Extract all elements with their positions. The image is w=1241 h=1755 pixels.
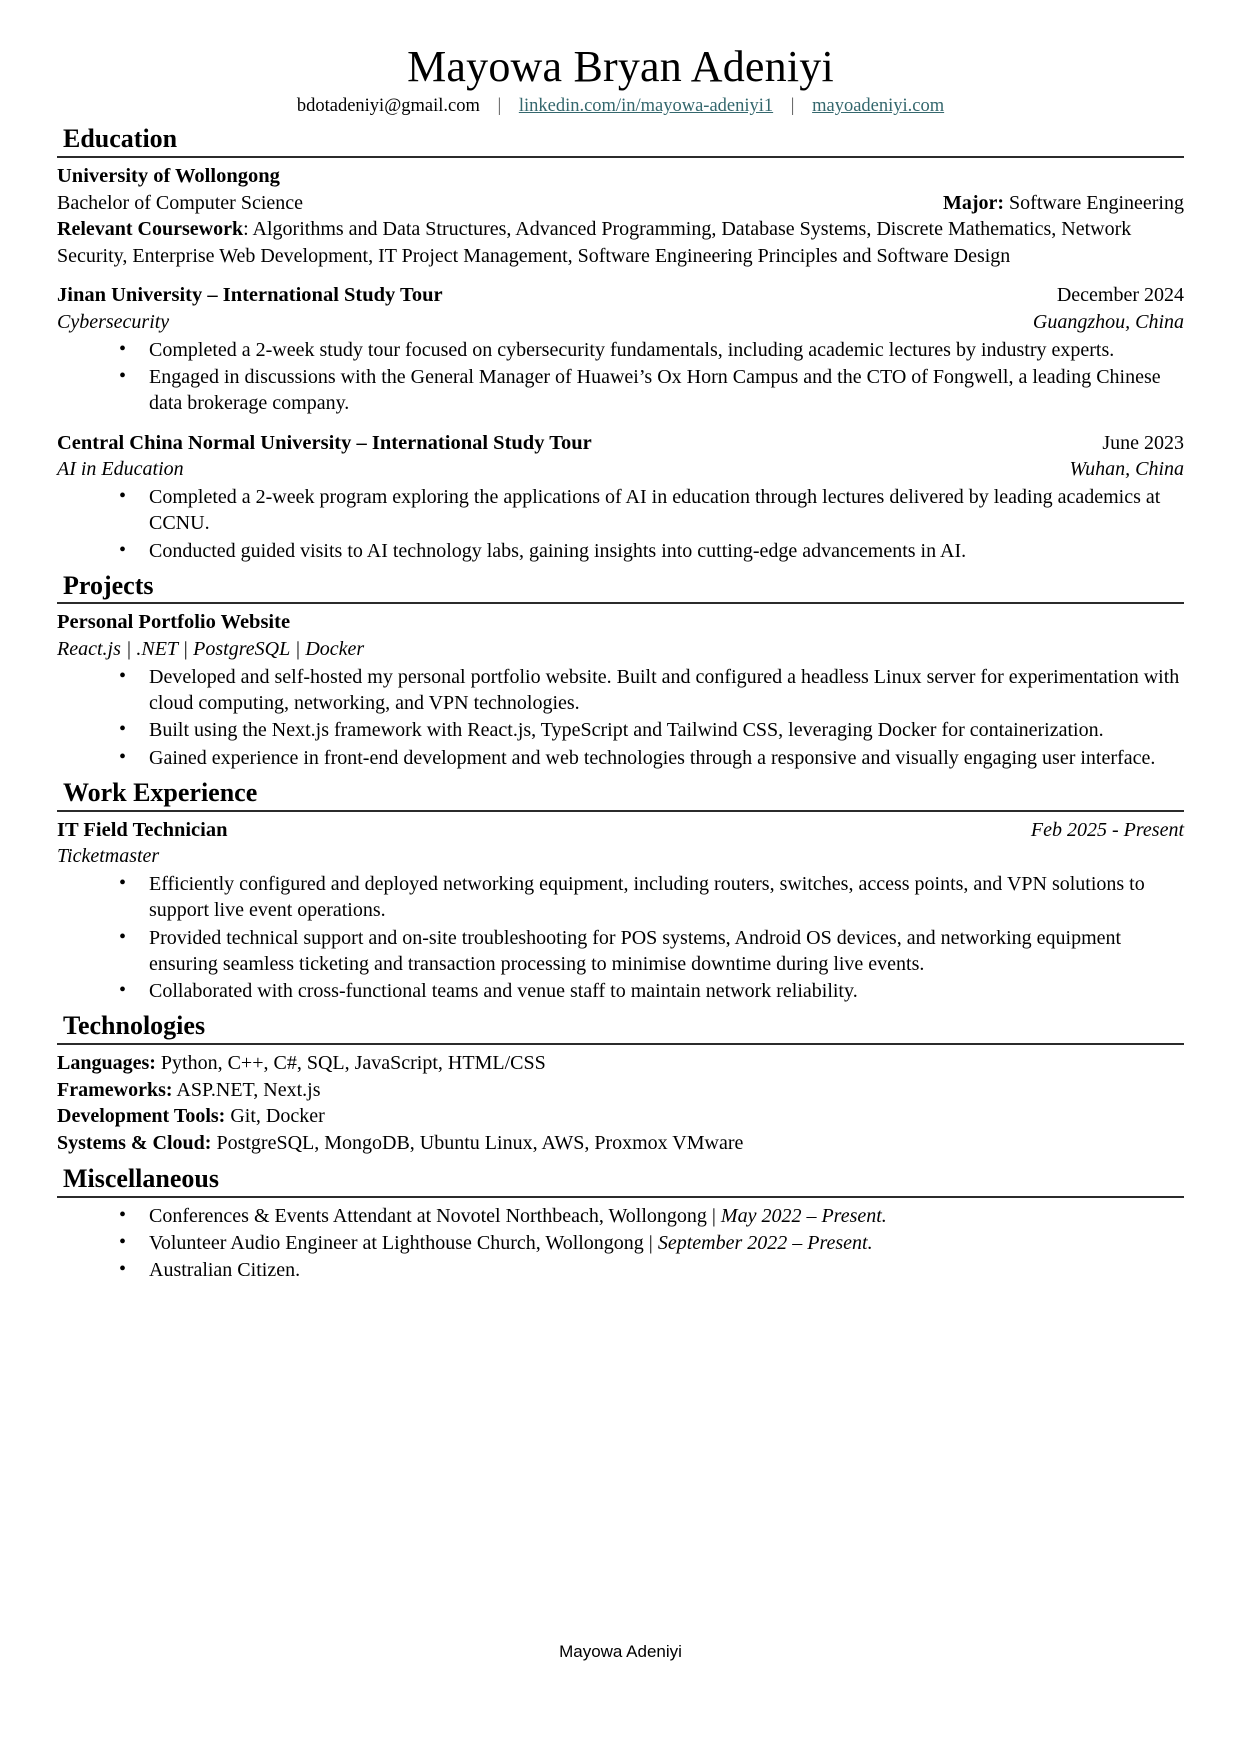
entry-header-row [57, 163, 1184, 190]
list-item: • Provided technical support and on-site troubleshooting for POS systems, Android OS devices, and networking equipment ensuring seamless ticketing and transaction processing to minimise downtime during live events. [119, 925, 1184, 977]
entry-focus: Cybersecurity [57, 310, 170, 333]
section-title-work-experience: Work Experience [63, 777, 258, 807]
section-projects [57, 570, 1184, 771]
list-item [119, 1203, 1184, 1229]
list-item: • Completed a 2-week study tour focused on cybersecurity fundamentals, including academic lectures by industry experts. [119, 337, 1184, 363]
tech-label: Development Tools: [57, 1105, 226, 1128]
list-item: • Collaborated with cross-functional teams and venue staff to maintain network reliability. [119, 978, 1184, 1004]
email-text: bdotadeniyi@gmail.com [296, 96, 480, 117]
website-link[interactable]: mayoadeniyi.com [812, 96, 945, 117]
tech-label: Systems & Cloud: [57, 1132, 212, 1155]
contact-separator-1: | [497, 96, 502, 117]
entry-sub-row [57, 456, 1184, 482]
tech-line-frameworks [57, 1077, 1184, 1104]
page-footer: Mayowa Adeniyi [559, 1642, 682, 1661]
project-entry-portfolio [57, 609, 1184, 770]
tech-label: Languages: [57, 1051, 156, 1074]
entry-sub-row [57, 309, 1184, 335]
misc-text: Australian Citizen. [149, 1259, 301, 1282]
misc-date: May 2022 – Present. [720, 1204, 887, 1227]
coursework-label: Relevant Coursework [57, 218, 244, 241]
major-label: Major: [942, 191, 1005, 214]
tech-value: ASP.NET, Next.js [172, 1078, 321, 1101]
list-item: • Completed a 2-week program exploring the applications of AI in education through lectures delivered by leading academics at CCNU. [119, 484, 1184, 536]
list-item: • Gained experience in front-end development and web technologies through a responsive and visually engaging user interface. [119, 745, 1184, 771]
degree-name: Bachelor of Computer Science [57, 191, 304, 214]
entry-date: June 2023 [1102, 431, 1184, 454]
education-entry-jinan [57, 282, 1184, 416]
institution-name: Central China Normal University – International Study Tour [57, 431, 592, 454]
list-item [119, 1257, 1184, 1283]
entry-location: Wuhan, China [1069, 458, 1184, 481]
entry-sub-row [57, 843, 1184, 869]
coursework-line [57, 216, 1184, 269]
tech-value: Git, Docker [225, 1105, 325, 1128]
entry-bullet-list [57, 871, 1184, 1004]
section-title-education: Education [63, 124, 178, 154]
candidate-name: Mayowa Bryan Adeniyi [407, 42, 834, 91]
education-entry-ccnu [57, 430, 1184, 564]
degree-row [57, 190, 1184, 217]
major-block [943, 190, 1184, 217]
coursework-value: : Algorithms and Data Structures, Advanced Programming, Database Systems, Discrete Mathematics, Network Security, Enterprise Web Development, IT Project Management, Software Engineering Principles and Software Design [57, 218, 1132, 267]
entry-header-row [57, 282, 1184, 309]
misc-text: Conferences & Events Attendant at Novotel Northbeach, Wollongong | [149, 1204, 721, 1227]
entry-date: December 2024 [1056, 284, 1184, 307]
list-item: • Developed and self-hosted my personal portfolio website. Built and configured a headless Linux server for experimentation with cloud computing, networking, and VPN technologies. [119, 664, 1184, 716]
employer-name: Ticketmaster [57, 845, 160, 868]
section-divider [57, 810, 1184, 812]
section-divider [57, 602, 1184, 604]
entry-bullet-list [57, 337, 1184, 417]
linkedin-link[interactable]: linkedin.com/in/mayowa-adeniyi1 [518, 96, 774, 117]
section-divider [57, 1043, 1184, 1045]
entry-bullet-list [57, 664, 1184, 771]
job-dates: Feb 2025 - Present [1030, 818, 1184, 841]
section-divider [57, 1196, 1184, 1198]
tech-value: PostgreSQL, MongoDB, Ubuntu Linux, AWS, Proxmox VMware [211, 1132, 744, 1155]
entry-sub-row [57, 636, 1184, 662]
entry-header-row [57, 430, 1184, 457]
section-work-experience [57, 777, 1184, 1004]
tech-line-systems-cloud [57, 1130, 1184, 1157]
entry-bullet-list [57, 484, 1184, 564]
tech-line-languages [57, 1050, 1184, 1077]
institution-name: Jinan University – International Study Tour [57, 284, 443, 307]
tech-line-development-tools [57, 1103, 1184, 1130]
miscellaneous-bullet-list [57, 1203, 1184, 1284]
entry-header-row [57, 609, 1184, 636]
project-name: Personal Portfolio Website [57, 611, 291, 634]
institution-name: University of Wollongong [57, 164, 280, 187]
education-entry-uow [57, 163, 1184, 269]
section-title-projects: Projects [63, 570, 154, 600]
contact-separator-2: | [790, 96, 795, 117]
project-tech-stack: React.js | .NET | PostgreSQL | Docker [57, 638, 365, 661]
list-item: • Built using the Next.js framework with React.js, TypeScript and Tailwind CSS, leveraging Docker for containerization. [119, 717, 1184, 743]
section-title-miscellaneous: Miscellaneous [63, 1164, 219, 1194]
job-title: IT Field Technician [57, 818, 228, 841]
list-item: • Conducted guided visits to AI technology labs, gaining insights into cutting-edge advancements in AI. [119, 538, 1184, 564]
entry-focus: AI in Education [57, 458, 184, 481]
section-miscellaneous [57, 1163, 1184, 1283]
major-value: Software Engineering [1009, 191, 1184, 214]
list-item: • Engaged in discussions with the General Manager of Huawei’s Ox Horn Campus and the CTO of Fongwell, a leading Chinese data brokerage company. [119, 364, 1184, 416]
work-entry-ticketmaster [57, 817, 1184, 1005]
entry-header-row [57, 817, 1184, 844]
tech-label: Frameworks: [57, 1078, 173, 1101]
entry-location: Guangzhou, China [1032, 310, 1184, 333]
section-education [57, 123, 1184, 564]
contact-line [57, 96, 1184, 117]
tech-value: Python, C++, C#, SQL, JavaScript, HTML/CSS [155, 1051, 546, 1074]
section-title-technologies: Technologies [63, 1011, 206, 1041]
section-technologies [57, 1010, 1184, 1157]
section-divider [57, 156, 1184, 158]
list-item: • Efficiently configured and deployed networking equipment, including routers, switches, access points, and VPN solutions to support live event operations. [119, 871, 1184, 923]
misc-date: September 2022 – Present. [657, 1231, 873, 1254]
misc-text: Volunteer Audio Engineer at Lighthouse Church, Wollongong | [149, 1231, 658, 1254]
list-item [119, 1230, 1184, 1256]
